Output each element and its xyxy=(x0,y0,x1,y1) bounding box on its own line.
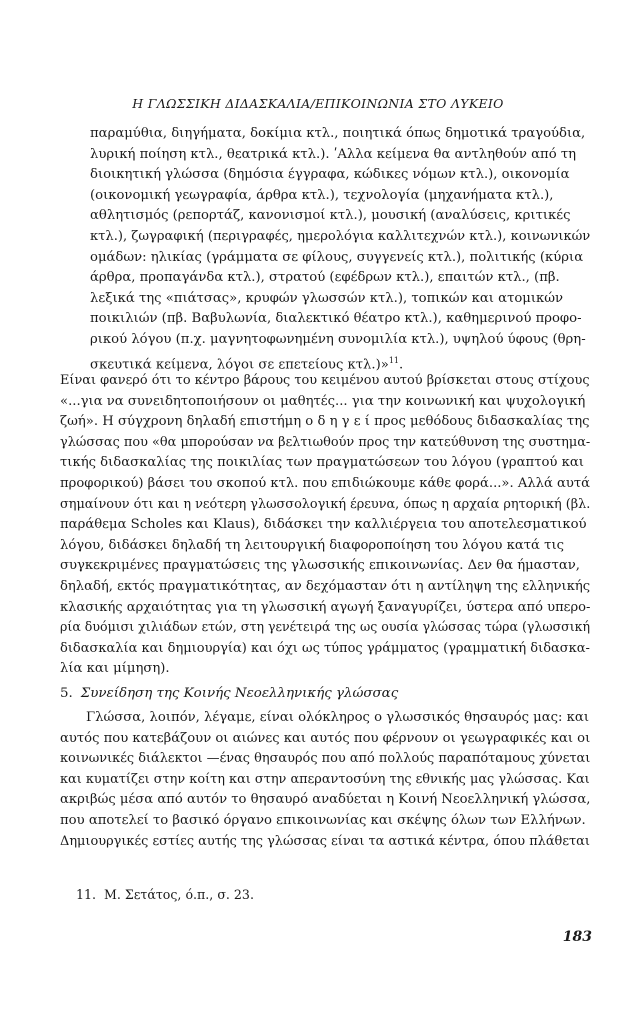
text-line: λυρική ποίηση κτλ., θεατρικά κτλ.). ʹΑλλα κείμενα θα αντληθούν από τη xyxy=(90,146,577,162)
section-title: Συνείδηση της Κοινής Νεοελληνικής γλώσσας xyxy=(80,686,399,701)
footnote-reference: 11 xyxy=(388,355,400,365)
text-line: ακριβώς μέσα από αυτόν το θησαυρό αναδύεται η Κοινή Νεοελληνική γλώσσα, xyxy=(60,792,591,808)
running-header: Η ΓΛΩΣΣΙΚΗ ΔΙΔΑΣΚΑΛΙΑ/ΕΠΙΚΟΙΝΩΝΙΑ ΣΤΟ ΛΥΚΕΙΟ xyxy=(132,96,504,111)
quoted-passage xyxy=(90,124,590,376)
text-line: λεξικά της «πιάτσας», κρυφών γλωσσών κτλ.), τοπικών και ατομικών xyxy=(90,290,564,306)
text-line: κοινωνικές διάλεκτοι —ένας θησαυρός που από πολλούς παραπόταμους χύνεται xyxy=(60,751,591,767)
text-line: αθλητισμός (ρεπορτάζ, κανονισμοί κτλ.), μουσική (αναλύσεις, κριτικές xyxy=(90,208,571,224)
text-line: λόγου, διδάσκει δηλαδή τη λειτουργική διαφοροποίηση του λόγου κατά τις xyxy=(60,537,565,553)
text-line: κλασικής αρχαιότητας για τη γλωσσική αγωγή ξαναγυρίζει, ύστερα από υπερο- xyxy=(60,599,591,615)
text-line-end: . xyxy=(399,356,404,372)
footnote-number: 11. xyxy=(76,887,97,902)
text-line: δηλαδή, εκτός πραγματικότητας, αν δεχόμασταν ότι η αντίληψη της ελληνικής xyxy=(60,578,591,594)
text-line: ομάδων: ηλικίας (γράμματα σε φίλους, συγγενείς κτλ.), πολιτικής (κύρια xyxy=(90,249,584,265)
text-line: Γλώσσα, λοιπόν, λέγαμε, είναι ολόκληρος ο γλωσσικός θησαυρός μας: και xyxy=(86,710,589,725)
text-line: γλώσσας που «θα μπορούσαν να βελτιωθούν προς την κατεύθυνση της συστημα- xyxy=(60,434,591,450)
text-line: τικής διδασκαλίας της ποικιλίας των πραγματώσεων του λόγου (γραπτού και xyxy=(60,455,584,471)
text-line: Είναι φανερό ότι το κέντρο βάρους του κειμένου αυτού βρίσκεται στους στίχους xyxy=(60,373,590,388)
text-line: που αποτελεί το βασικό όργανο επικοινωνίας και σκέψης όλων των Ελλήνων. xyxy=(60,812,586,828)
body-paragraph xyxy=(60,708,590,852)
footnote-text: Μ. Σετάτος, ό.π., σ. 23. xyxy=(104,887,254,902)
text-line: και κυματίζει στην κοίτη και στην απεραντοσύνη της εθνικής μας γλώσσας. Και xyxy=(60,771,590,787)
section-heading xyxy=(60,686,398,701)
text-line: σημαίνουν ότι και η νεότερη γλωσσολογική έρευνα, όπως η αρχαία ρητορική (βλ. xyxy=(60,496,591,512)
text-line: «...για να συνειδητοποιήσουν οι μαθητές... για την κοινωνική και ψυχολογική xyxy=(60,393,586,409)
body-paragraph xyxy=(60,371,590,680)
text-line: ρικού λόγου (π.χ. μαγνητοφωνημένη συνομιλία κτλ.), υψηλού ύφους (θρη- xyxy=(90,331,586,347)
text-line: συγκεκριμένες πραγματώσεις της γλωσσικής επικοινωνίας. Δεν θα ήμασταν, xyxy=(60,558,580,574)
text-line: παράθεμα Scholes και Klaus), διδάσκει την καλλιέργεια του αποτελεσματικού xyxy=(60,517,587,533)
text-line: ζωή». Η σύγχρονη δηλαδή επιστήμη ο δ η γ ε ί προς μεθόδους διδασκαλίας της xyxy=(60,414,590,430)
text-line: ρία δυόμισι χιλιάδων ετών, στη γενέτειρά της ως ουσία γλώσσας τώρα (γλωσσική xyxy=(60,620,591,636)
section-number: 5. xyxy=(60,686,73,701)
text-line: διδασκαλία και δημιουργία) και όχι ως τύπος γράμματος (γραμματική διδασκα- xyxy=(60,640,590,656)
text-line: κτλ.), ζωγραφική (περιγραφές, ημερολόγια καλλιτεχνών κτλ.), κοινωνικών xyxy=(90,228,591,244)
text-line: άρθρα, προπαγάνδα κτλ.), στρατού (εφέδρων κτλ.), επαιτών κτλ., (πβ. xyxy=(90,270,560,286)
text-line: διοικητική γλώσσα (δημόσια έγγραφα, κώδικες νόμων κτλ.), οικονομία xyxy=(90,167,570,183)
footnote xyxy=(76,887,254,902)
text-line: Δημιουργικές εστίες αυτής της γλώσσας είναι τα αστικά κέντρα, όπου πλάθεται xyxy=(60,833,590,849)
text-line-content: σκευτικά κείμενα, λόγοι σε επετείους κτλ.)» xyxy=(90,356,389,372)
text-line: λία και μίμηση). xyxy=(60,661,170,677)
page-number: 183 xyxy=(562,929,592,945)
text-line: παραμύθια, διηγήματα, δοκίμια κτλ., ποιητικά όπως δημοτικά τραγούδια, xyxy=(90,126,586,141)
text-line: αυτός που κατεβάζουν οι αιώνες και αυτός που φέρνουν οι γεωγραφικές και οι xyxy=(60,730,591,746)
text-line: προφορικού) βάσει του σκοπού κτλ. που επιδιώκουμε κάθε φορά...». Αλλά αυτά xyxy=(60,475,591,491)
text-line: (οικονομική γεωγραφία, άρθρα κτλ.), τεχνολογία (μηχανήματα κτλ.), xyxy=(90,187,554,203)
text-line: ποικιλιών (πβ. Βαβυλωνία, διαλεκτικό θέατρο κτλ.), καθημερινού προφο- xyxy=(90,311,582,327)
